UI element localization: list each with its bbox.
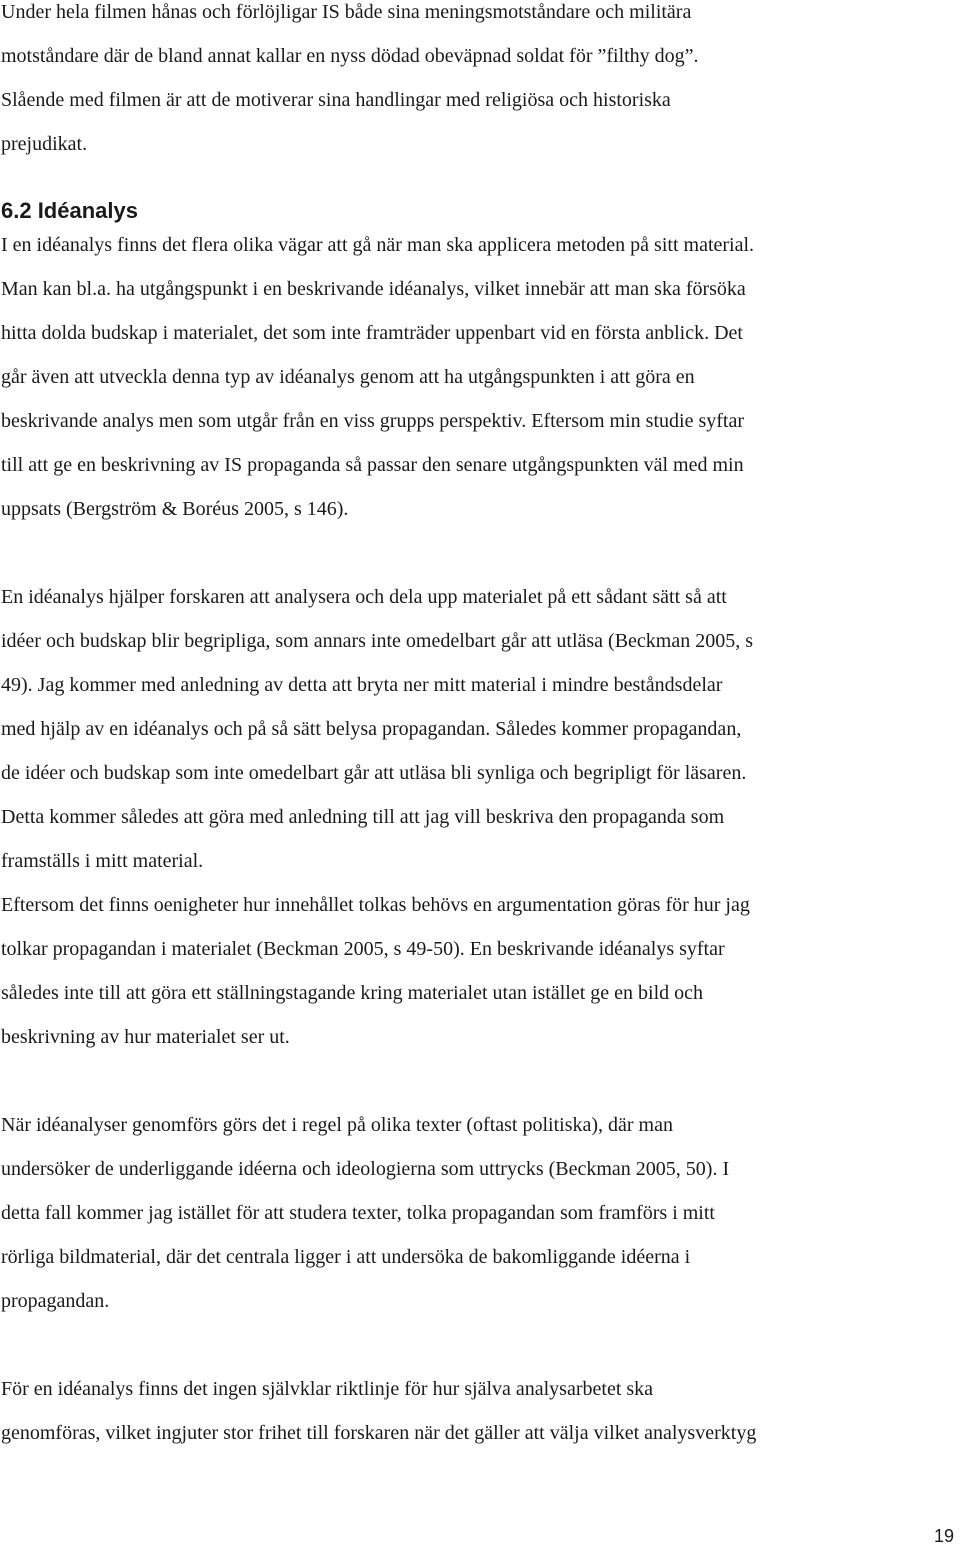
text-line: går även att utveckla denna typ av idéanalys genom att ha utgångspunkten i att göra en: [1, 366, 695, 388]
text-line: motståndare där de bland annat kallar en nyss dödad obeväpnad soldat för ”filthy dog”.: [1, 45, 699, 67]
text-line: med hjälp av en idéanalys och på så sätt belysa propagandan. Således kommer propagandan,: [1, 718, 742, 740]
text-line: Slående med filmen är att de motiverar sina handlingar med religiösa och historiska: [1, 89, 671, 111]
text-line: En idéanalys hjälper forskaren att analysera och dela upp materialet på ett sådant sätt så att: [1, 586, 727, 608]
text-line: beskrivning av hur materialet ser ut.: [1, 1026, 290, 1048]
text-line: idéer och budskap blir begripliga, som annars inte omedelbart går att utläsa (Beckman 2005, s: [1, 630, 754, 652]
text-line: tolkar propagandan i materialet (Beckman 2005, s 49-50). En beskrivande idéanalys syftar: [1, 938, 725, 960]
text-line: till att ge en beskrivning av IS propaganda så passar den senare utgångspunkten väl med min: [1, 454, 744, 476]
paragraph-3: [1, 1103, 960, 1323]
section-heading: 6.2 Idéanalys: [1, 198, 138, 223]
text-line: framställs i mitt material.: [1, 850, 204, 872]
paragraph-4: [1, 1367, 960, 1455]
text-line: beskrivande analys men som utgår från en viss grupps perspektiv. Eftersom min studie syftar: [1, 410, 744, 432]
text-line: När idéanalyser genomförs görs det i regel på olika texter (oftast politiska), där man: [1, 1114, 673, 1136]
text-line: undersöker de underliggande idéerna och ideologierna som uttrycks (Beckman 2005, 50). I: [1, 1158, 730, 1180]
text-line: således inte till att göra ett ställningstagande kring materialet utan istället ge en bild och: [1, 982, 704, 1004]
text-line: rörliga bildmaterial, där det centrala ligger i att undersöka de bakomliggande idéerna i: [1, 1246, 691, 1268]
text-line: För en idéanalys finns det ingen självklar riktlinje för hur själva analysarbetet ska: [1, 1378, 654, 1400]
text-line: I en idéanalys finns det flera olika vägar att gå när man ska applicera metoden på sitt material.: [1, 234, 755, 256]
text-line: Detta kommer således att göra med anledning till att jag vill beskriva den propaganda som: [1, 806, 725, 828]
paragraph-2: [1, 575, 960, 1059]
page-number: 19: [933, 1526, 954, 1546]
text-line: de idéer och budskap som inte omedelbart går att utläsa bli synliga och begripligt för läsaren.: [1, 762, 747, 784]
text-line: 49). Jag kommer med anledning av detta att bryta ner mitt material i mindre beståndsdelar: [1, 674, 723, 696]
text-line: propagandan.: [1, 1290, 110, 1312]
text-line: uppsats (Bergström & Boréus 2005, s 146).: [1, 498, 349, 520]
paragraph-1: [1, 223, 960, 531]
text-line: genomföras, vilket ingjuter stor frihet till forskaren när det gäller att välja vilket analysverktyg: [1, 1422, 757, 1444]
text-line: Eftersom det finns oenigheter hur innehållet tolkas behövs en argumentation göras för hur jag: [1, 894, 750, 916]
intro-paragraph: [1, 0, 960, 166]
text-line: Under hela filmen hånas och förlöjligar IS både sina meningsmotståndare och militära: [1, 1, 692, 23]
text-line: Man kan bl.a. ha utgångspunkt i en beskrivande idéanalys, vilket innebär att man ska försöka: [1, 278, 746, 300]
text-line: hitta dolda budskap i materialet, det som inte framträder uppenbart vid en första anblick. Det: [1, 322, 743, 344]
text-line: prejudikat.: [1, 133, 88, 155]
text-line: detta fall kommer jag istället för att studera texter, tolka propagandan som framförs i mitt: [1, 1202, 715, 1224]
